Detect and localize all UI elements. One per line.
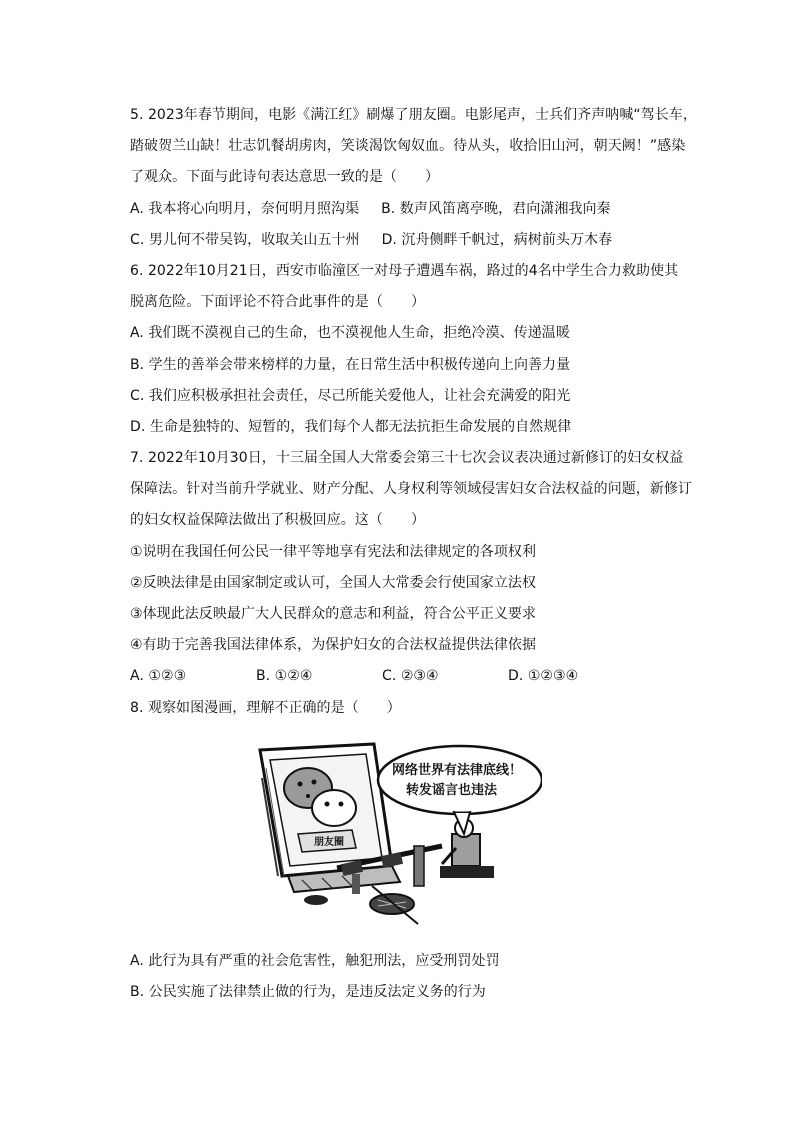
question-7-option-d: D. ①②③④ [508,668,579,685]
question-7-statement-2: ②反映法律是由国家制定或认可，全国人大常委会行使国家立法权 [130,574,536,591]
question-7-options [130,661,690,692]
question-6-option-c: C. 我们应积极承担社会责任，尽己所能关爱他人，让社会充满爱的阳光 [130,387,571,404]
question-6 [130,256,690,443]
question-6-option-a: A. 我们既不漠视自己的生命，也不漠视他人生命，拒绝冷漠、传递温暖 [130,325,570,342]
question-7-option-b: B. ①②④ [256,668,313,685]
question-5-stem-line-1: 5. 2023年春节期间，电影《满江红》刷爆了朋友圈。电影尾声，士兵们齐声呐喊“驾长车， [130,107,697,123]
question-7 [130,443,690,693]
question-7-statement-4: ④有助于完善我国法律体系，为保护妇女的合法权益提供法律依据 [130,637,536,654]
question-5-option-a: A. 我本将心向明月，奈何明月照沟渠 [130,200,360,217]
drain-illustration [304,886,418,924]
question-6-stem-line-2: 脱离危险。下面评论不符合此事件的是（ ） [130,294,426,311]
person-illustration [440,819,494,878]
question-5-stem-line-2: 踏破贺兰山缺！壮志饥餐胡虏肉，笑谈渴饮匈奴血。待从头，收拾旧山河，朝天阙！”感染 [130,138,686,155]
question-5-option-b: B. 数声风笛离亭晚，君向潇湘我向秦 [381,200,611,217]
question-5-option-c: C. 男儿何不带吴钩，收取关山五十州 [130,231,360,248]
question-7-statement-1: ①说明在我国任何公民一律平等地享有宪法和法律规定的各项权利 [130,543,536,560]
cartoon-illustration [242,738,542,928]
exam-page [130,100,697,1008]
question-6-option-d: D. 生命是独特的、短暂的，我们每个人都无法抗拒生命发展的自然规律 [130,418,572,435]
question-7-stem-line-3: 的妇女权益保障法做出了积极回应。这（ ） [130,512,426,529]
question-5-option-d: D. 沉舟侧畔千帆过，病树前头万木春 [381,231,613,248]
question-7-stem-line-1: 7. 2022年10月30日，十三届全国人大常委会第三十七次会议表决通过新修订的妇女权益 [130,450,684,467]
question-5-options-row-1 [130,194,690,225]
question-8-option-b: B. 公民实施了法律禁止做的行为，是违反法定义务的行为 [130,983,486,1000]
speech-bubble-line-1: 网络世界有法律底线！ [392,762,523,778]
question-6-stem-line-1: 6. 2022年10月21日，西安市临潼区一对母子遭遇车祸，路过的4名中学生合力救助使其 [130,262,679,279]
question-8-option-a: A. 此行为具有严重的社会危害性，触犯刑法，应受刑罚处罚 [130,952,500,969]
question-6-option-b: B. 学生的善举会带来榜样的力量，在日常生活中积极传递向上向善力量 [130,356,571,373]
question-7-option-c: C. ②③④ [382,668,439,685]
question-5-stem-line-3: 了观众。下面与此诗句表达意思一致的是（ ） [130,169,440,186]
question-8-stem-line-1: 8. 观察如图漫画，理解不正确的是（ ） [130,699,401,716]
speech-bubble [378,746,542,834]
monitor-illustration [260,744,400,892]
screen-label: 朋友圈 [314,836,344,848]
question-5-options-row-2 [130,225,690,256]
speech-bubble-line-2: 转发谣言也违法 [406,782,498,798]
question-7-statement-3: ③体现此法反映最广大人民群众的意志和利益，符合公平正义要求 [130,606,536,622]
question-5 [130,100,697,256]
cartoon-figure [242,738,542,928]
question-8 [130,693,690,1009]
question-7-stem-line-2: 保障法。针对当前升学就业、财产分配、人身权利等领域侵害妇女合法权益的问题，新修订 [130,481,692,498]
question-7-option-a: A. ①②③ [130,668,187,685]
